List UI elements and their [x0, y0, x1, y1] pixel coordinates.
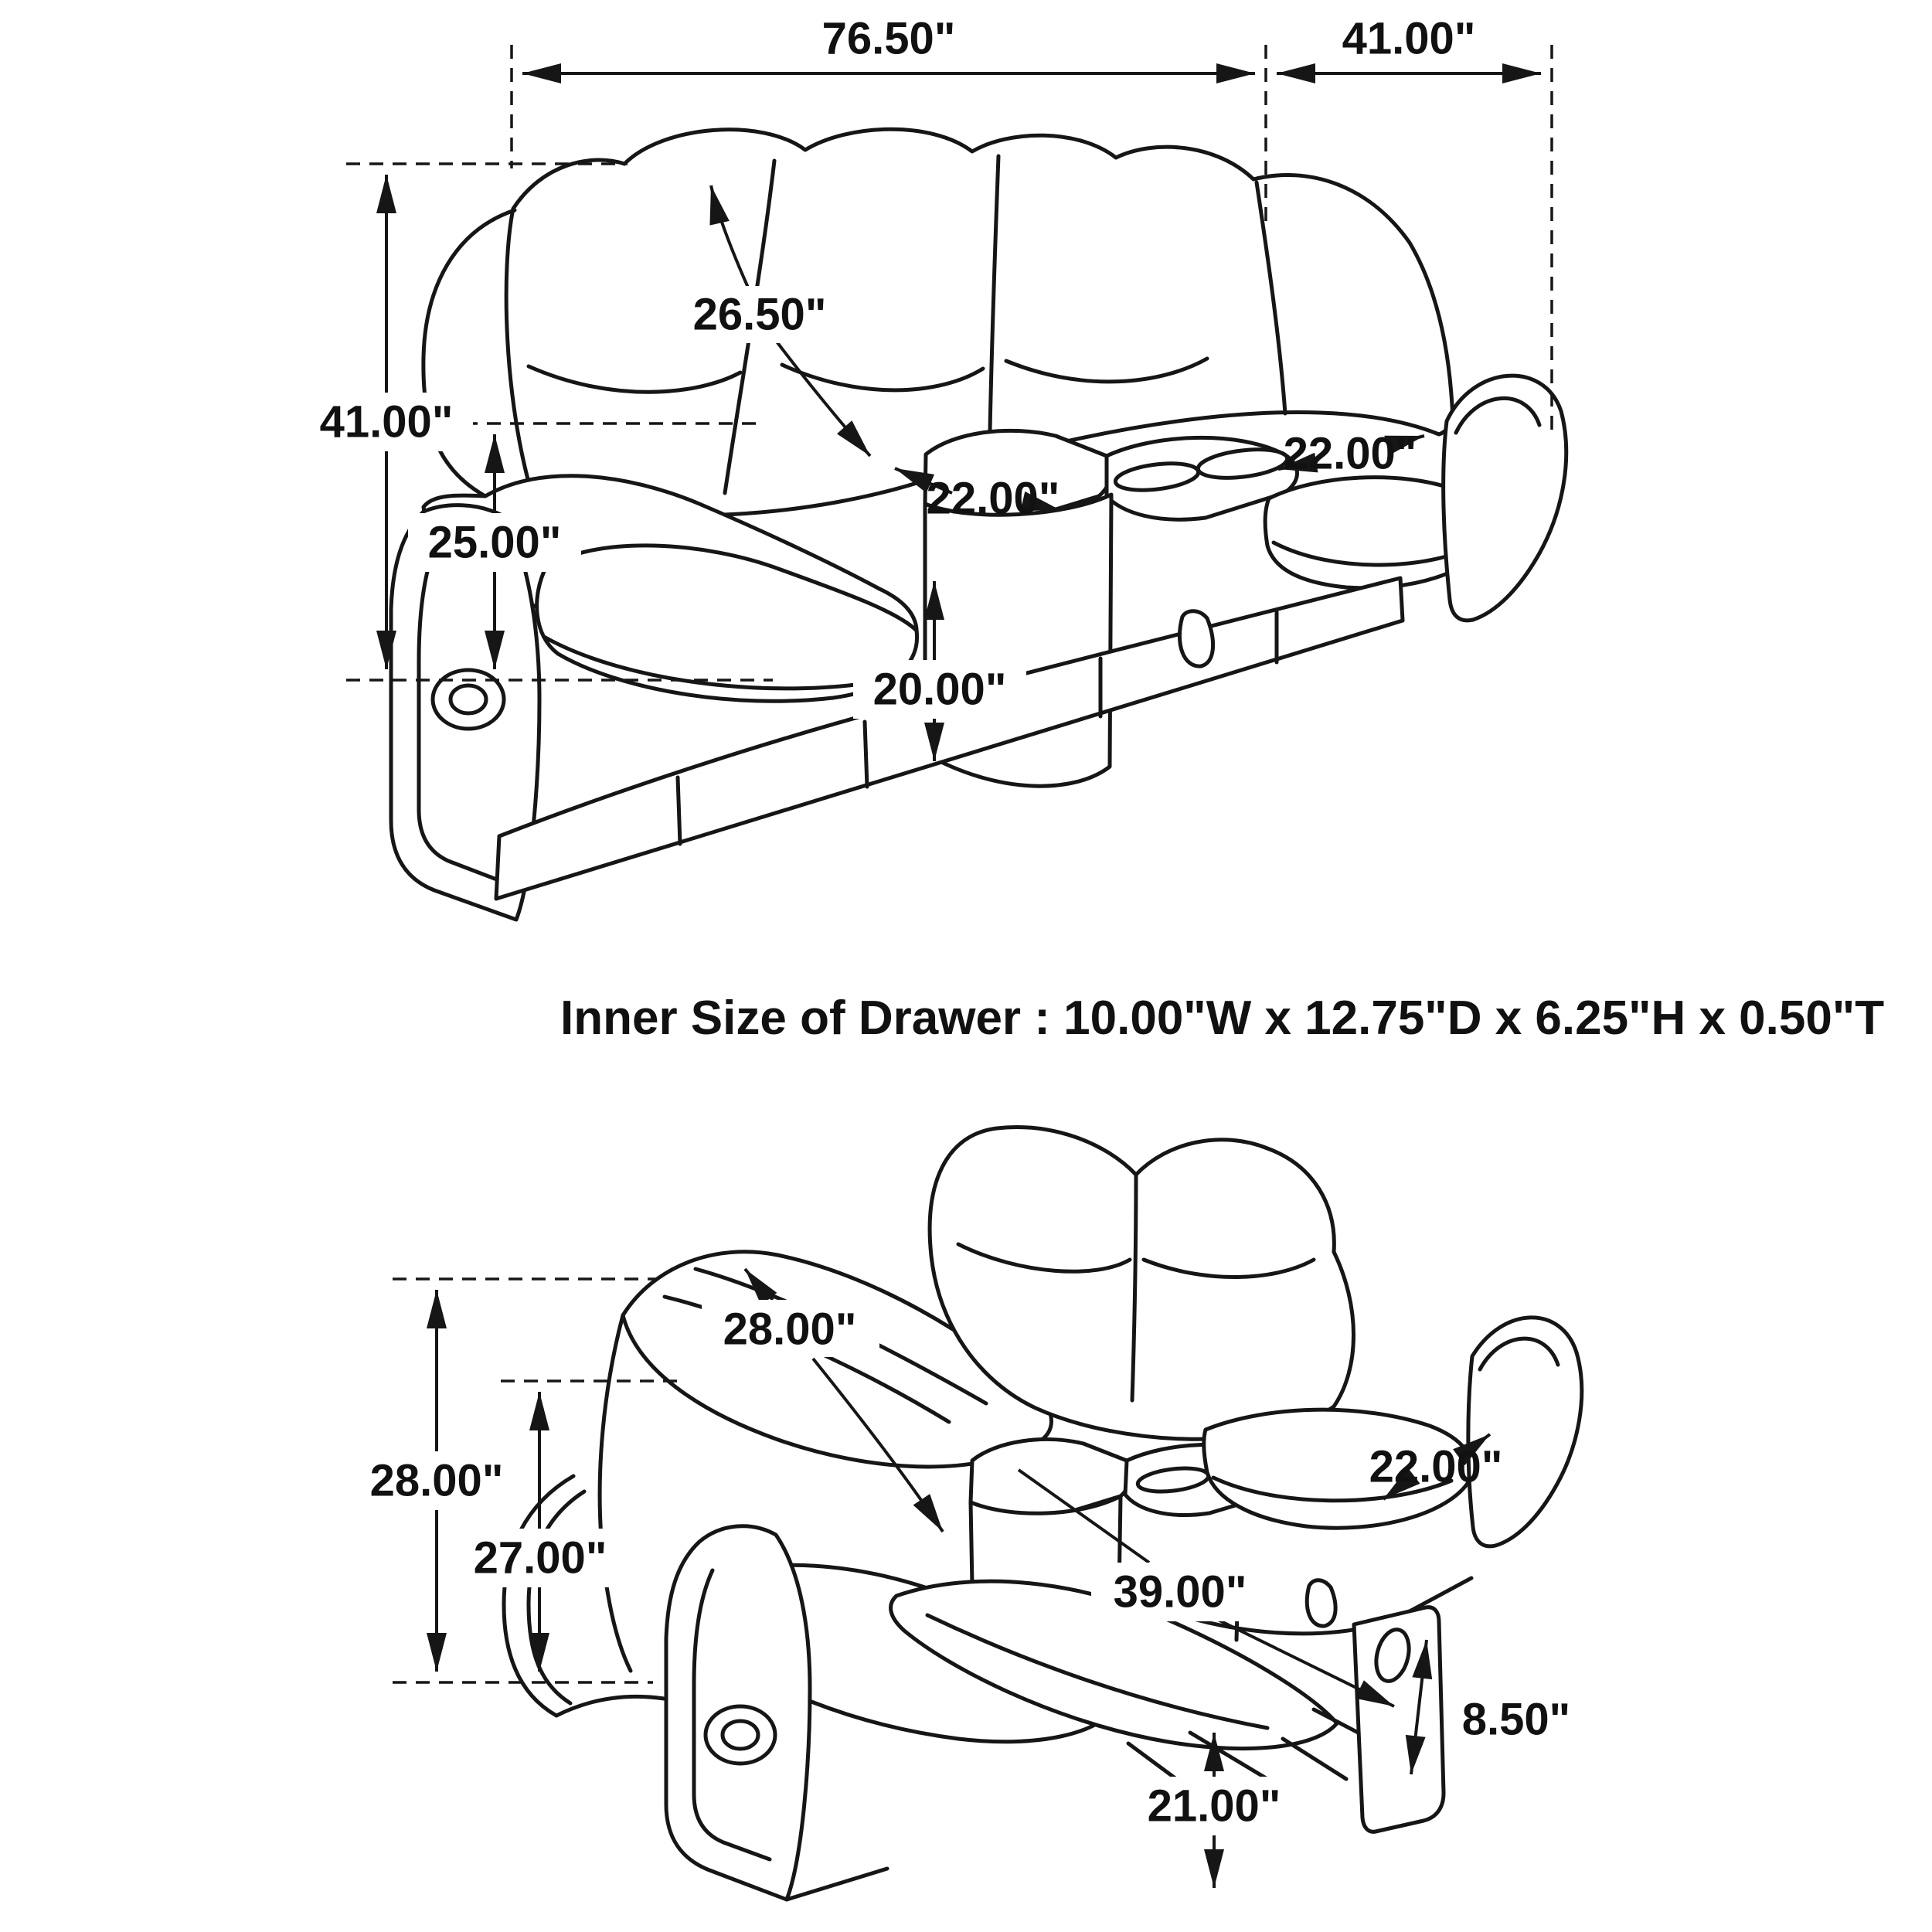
right-arm-wing — [1444, 376, 1566, 621]
dim-label: 8.50" — [1461, 1694, 1571, 1745]
recliner-handle-icon — [706, 1706, 775, 1764]
dim-label: 26.50" — [692, 289, 827, 340]
dim-label: 22.00" — [926, 473, 1060, 524]
dim-label: 41.00" — [319, 396, 454, 447]
loveseat-reclined-drawing — [504, 1128, 1582, 1900]
dim-label: 28.00" — [723, 1304, 857, 1355]
footrest-plate — [1354, 1607, 1444, 1832]
dim-overall-width — [522, 14, 1255, 74]
legrest-link — [1283, 1739, 1346, 1779]
dim-label: 25.00" — [427, 517, 562, 568]
base-seam — [678, 777, 680, 844]
back-left-edge — [600, 1315, 631, 1671]
dim-label: 20.00" — [872, 664, 1007, 715]
dim-label: 27.00" — [473, 1532, 607, 1583]
dim-legrest-height — [1127, 1733, 1301, 1888]
dim-label: 22.00" — [1283, 428, 1417, 479]
pull-strap — [1179, 611, 1213, 666]
dim-label: 28.00" — [369, 1455, 504, 1506]
dim-label: 22.00" — [1369, 1441, 1503, 1492]
dim-seat-width-reclined — [1369, 1434, 1503, 1499]
base-edge — [787, 1869, 887, 1900]
dim-label: 41.00" — [1342, 13, 1476, 64]
dim-label: 39.00" — [1113, 1566, 1247, 1617]
pull-strap — [1307, 1580, 1335, 1626]
dim-overall-depth — [1277, 14, 1541, 74]
dim-label: 21.00" — [1147, 1781, 1281, 1832]
base-seam — [865, 722, 867, 787]
dim-overall-height-reclined — [349, 1290, 524, 1672]
dim-label: 76.50" — [821, 13, 956, 64]
dim-seat-width-right — [1278, 429, 1424, 479]
right-arm-wing — [1468, 1318, 1582, 1546]
left-arm-wing — [423, 210, 515, 496]
drawer-size-heading: Inner Size of Drawer : 10.00"W x 12.75"D x 6.25"H x 0.50"T — [560, 992, 1885, 1045]
left-arm-wing-inner — [529, 1492, 584, 1703]
